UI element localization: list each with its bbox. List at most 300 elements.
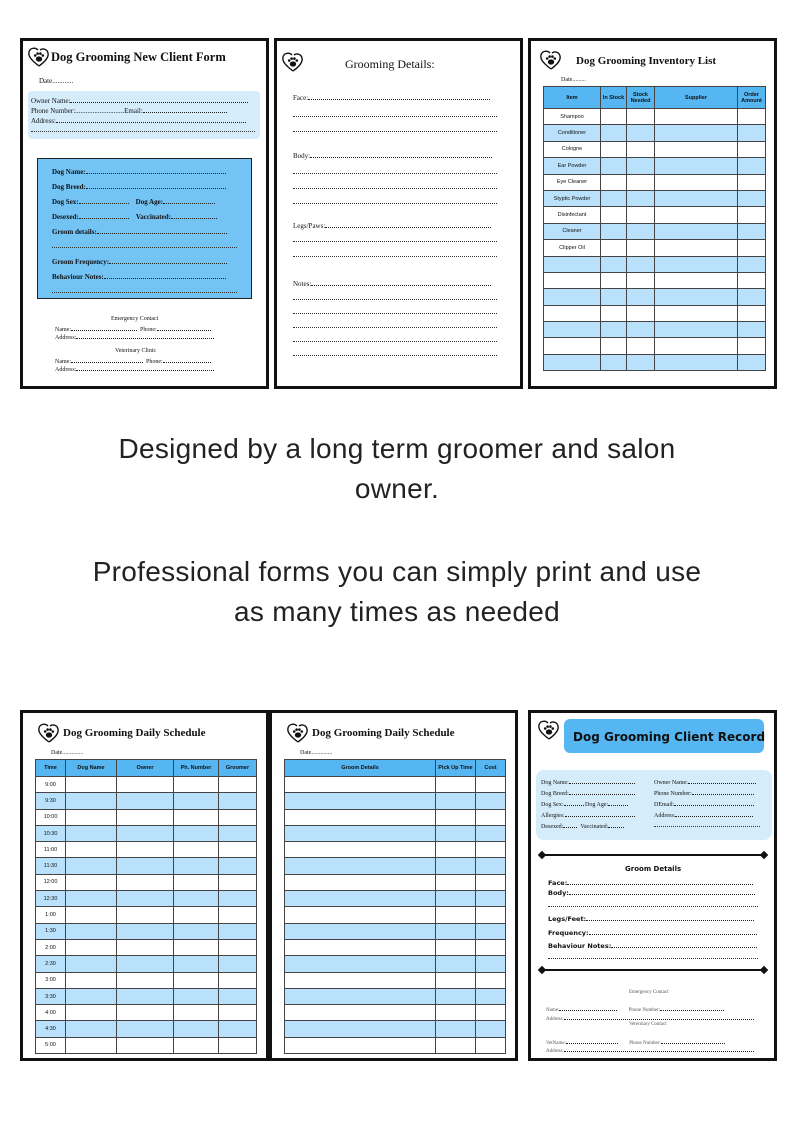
schedule2-cell[interactable] [285, 842, 436, 858]
schedule-cell[interactable] [219, 972, 257, 988]
inventory-date: Date......... [561, 77, 586, 83]
inventory-row [544, 322, 766, 338]
inventory-cell[interactable] [627, 256, 655, 272]
schedule-cell[interactable] [174, 825, 219, 841]
inventory-page [528, 38, 777, 389]
paw-heart-icon [537, 719, 561, 741]
schedule2-row [285, 809, 506, 825]
inventory-cell[interactable] [627, 141, 655, 157]
schedule-cell[interactable] [219, 1021, 257, 1037]
schedule-cell: 3:30 [36, 988, 66, 1004]
schedule2-cell[interactable] [285, 793, 436, 809]
schedule-cell: 1:00 [36, 907, 66, 923]
schedule-cell[interactable] [66, 956, 117, 972]
inventory-cell[interactable] [627, 240, 655, 256]
schedule-cell: 9:30 [36, 793, 66, 809]
schedule-cell[interactable] [219, 793, 257, 809]
schedule-header-1: Dog Name [66, 760, 117, 777]
inventory-cell[interactable] [738, 289, 766, 305]
inventory-cell[interactable] [601, 338, 627, 354]
schedule-row [36, 923, 257, 939]
schedule-cell: 9:00 [36, 777, 66, 793]
grooming-details-page: Grooming Details: Face: Body: Legs/Paws: Notes: [274, 38, 523, 389]
schedule-cell[interactable] [66, 825, 117, 841]
schedule2-cell[interactable] [476, 988, 506, 1004]
schedule-cell: 12:30 [36, 891, 66, 907]
schedule2-cell[interactable] [436, 809, 476, 825]
paw-heart-icon [281, 51, 305, 73]
inventory-cell[interactable] [601, 207, 627, 223]
schedule-cell[interactable] [117, 842, 174, 858]
schedule-cell[interactable] [117, 1021, 174, 1037]
inventory-cell[interactable] [627, 158, 655, 174]
inventory-cell[interactable] [655, 109, 738, 125]
inventory-cell[interactable] [738, 338, 766, 354]
inventory-header-3: Supplier [655, 87, 738, 109]
schedule2-cell[interactable] [285, 825, 436, 841]
schedule-cell[interactable] [66, 777, 117, 793]
record-vet-heading: Veterinary Contact [629, 1022, 667, 1027]
divider-arrow-top [541, 854, 765, 856]
schedule-cell[interactable] [66, 939, 117, 955]
schedule-cell[interactable] [219, 907, 257, 923]
schedule-cell: 11:00 [36, 842, 66, 858]
inventory-cell[interactable] [601, 125, 627, 141]
schedule-cell: 12:00 [36, 874, 66, 890]
inventory-header-4: Order Amount [738, 87, 766, 109]
schedule2-cell[interactable] [285, 1021, 436, 1037]
inventory-cell[interactable] [655, 256, 738, 272]
inventory-cell[interactable] [601, 256, 627, 272]
schedule2-cell[interactable] [476, 956, 506, 972]
schedule2-row [285, 793, 506, 809]
inventory-row [544, 354, 766, 370]
schedule-cell[interactable] [117, 972, 174, 988]
schedule-row [36, 956, 257, 972]
schedule2-cell[interactable] [285, 891, 436, 907]
schedule-cell[interactable] [174, 874, 219, 890]
inventory-cell[interactable] [627, 354, 655, 370]
divider-arrow-bottom [541, 969, 765, 971]
caption-line-3: Professional forms you can simply print and use [92, 556, 702, 587]
schedule-cell[interactable] [117, 907, 174, 923]
inventory-cell[interactable] [738, 207, 766, 223]
schedule-cell[interactable] [174, 1005, 219, 1021]
schedule-cell[interactable] [174, 907, 219, 923]
schedule2-row [285, 972, 506, 988]
schedule-row [36, 988, 257, 1004]
schedule2-cell[interactable] [436, 988, 476, 1004]
inventory-cell[interactable] [655, 174, 738, 190]
schedule-title: Dog Grooming Daily Schedule [63, 727, 206, 739]
schedule2-cell[interactable] [476, 842, 506, 858]
schedule2-cell[interactable] [285, 858, 436, 874]
caption-line-2: owner. [354, 473, 440, 504]
inventory-cell[interactable] [655, 207, 738, 223]
inventory-row [544, 158, 766, 174]
inventory-cell: Cleaner [544, 223, 601, 239]
inventory-cell: Clipper Oil [544, 240, 601, 256]
schedule-cell[interactable] [219, 809, 257, 825]
schedule2-cell[interactable] [436, 907, 476, 923]
schedule2-cell[interactable] [476, 858, 506, 874]
inventory-cell[interactable] [544, 289, 601, 305]
inventory-cell[interactable] [738, 223, 766, 239]
inventory-row [544, 272, 766, 288]
schedule2-row [285, 1005, 506, 1021]
inventory-row [544, 125, 766, 141]
inventory-cell[interactable] [738, 322, 766, 338]
inventory-row [544, 338, 766, 354]
client-record-page: Dog Grooming Client Record Dog Name: Dog Breed: Dog Sex: Dog Age: Allergies: Desexed: Vaccinated: Owner Name: Phone Number: DEmail: Address: Groom Details Face: Body: Legs/Feet: Frequency: Behaviour Notes: Emergency Contact Name: Phone Number: Address: Veterinary Contact VetName: Phone Number: Address: [528, 710, 777, 1061]
vet-clinic-heading: Veterinary Clinic [115, 348, 157, 354]
schedule-cell[interactable] [66, 1005, 117, 1021]
inventory-cell[interactable] [738, 158, 766, 174]
schedule-cell[interactable] [174, 1037, 219, 1053]
schedule-cell[interactable] [117, 988, 174, 1004]
schedule2-row [285, 842, 506, 858]
inventory-cell[interactable] [655, 141, 738, 157]
schedule2-cell[interactable] [436, 956, 476, 972]
schedule2-cell[interactable] [476, 891, 506, 907]
schedule2-header-1: Pick Up Time [436, 760, 476, 777]
schedule2-cell[interactable] [436, 874, 476, 890]
schedule2-cell[interactable] [436, 923, 476, 939]
schedule-cell[interactable] [66, 972, 117, 988]
inventory-cell[interactable] [601, 109, 627, 125]
schedule-row [36, 825, 257, 841]
inventory-cell[interactable] [601, 141, 627, 157]
inventory-cell: Shampoo [544, 109, 601, 125]
inventory-cell[interactable] [601, 174, 627, 190]
schedule-cell[interactable] [219, 939, 257, 955]
inventory-cell[interactable] [601, 240, 627, 256]
schedule-cell[interactable] [66, 858, 117, 874]
schedule-cell[interactable] [117, 858, 174, 874]
inventory-cell[interactable] [627, 289, 655, 305]
schedule2-cell[interactable] [436, 825, 476, 841]
schedule-header-4: Groomer [219, 760, 257, 777]
schedule-cell[interactable] [174, 939, 219, 955]
schedule-cell[interactable] [117, 1005, 174, 1021]
schedule2-cell[interactable] [476, 825, 506, 841]
schedule2-cell[interactable] [436, 842, 476, 858]
schedule-cell[interactable] [174, 793, 219, 809]
schedule-row [36, 842, 257, 858]
schedule-row [36, 793, 257, 809]
schedule2-cell[interactable] [285, 956, 436, 972]
schedule-cell[interactable] [174, 777, 219, 793]
schedule-cell[interactable] [219, 891, 257, 907]
schedule-row [36, 1005, 257, 1021]
inventory-cell[interactable] [655, 240, 738, 256]
schedule-cell[interactable] [66, 793, 117, 809]
inventory-title: Dog Grooming Inventory List [576, 55, 717, 67]
schedule-cell[interactable] [117, 874, 174, 890]
schedule2-row [285, 923, 506, 939]
schedule-cell[interactable] [219, 777, 257, 793]
schedule-cell[interactable] [219, 988, 257, 1004]
schedule2-row [285, 874, 506, 890]
schedule-cell[interactable] [219, 842, 257, 858]
inventory-cell[interactable] [655, 289, 738, 305]
schedule2-cell[interactable] [285, 874, 436, 890]
inventory-cell[interactable] [627, 125, 655, 141]
owner-section: Owner Name: Phone Number:............................Email: Address: [28, 91, 260, 139]
schedule-cell: 11:30 [36, 858, 66, 874]
schedule-cell[interactable] [66, 1037, 117, 1053]
client-form-title: Dog Grooming New Client Form [51, 50, 226, 64]
inventory-cell[interactable] [544, 305, 601, 321]
inventory-cell[interactable] [601, 272, 627, 288]
schedule2-cell[interactable] [476, 907, 506, 923]
schedule-date-2: Date.............. [300, 750, 333, 756]
inventory-header-2: Stock Needed [627, 87, 655, 109]
schedule-row [36, 874, 257, 890]
schedule2-cell[interactable] [285, 939, 436, 955]
schedule-cell[interactable] [66, 874, 117, 890]
schedule-cell[interactable] [66, 842, 117, 858]
record-info-section: Dog Name: Dog Breed: Dog Sex: Dog Age: Allergies: Desexed: Vaccinated: Owner Name: Phone Number: DEmail: Address: [536, 770, 772, 840]
schedule2-cell[interactable] [436, 939, 476, 955]
schedule-cell: 4:00 [36, 1005, 66, 1021]
schedule-row [36, 777, 257, 793]
schedule-cell[interactable] [174, 923, 219, 939]
record-emergency-heading: Emergency Contact [629, 990, 669, 995]
schedule-cell[interactable] [66, 988, 117, 1004]
schedule-cell[interactable] [219, 923, 257, 939]
schedule-cell[interactable] [219, 1005, 257, 1021]
schedule-cell[interactable] [174, 988, 219, 1004]
schedule2-cell[interactable] [476, 777, 506, 793]
schedule-cell[interactable] [219, 956, 257, 972]
inventory-cell[interactable] [544, 272, 601, 288]
inventory-cell: Conditioner [544, 125, 601, 141]
schedule-cell[interactable] [117, 891, 174, 907]
schedule-cell[interactable] [219, 874, 257, 890]
schedule-cell: 3:00 [36, 972, 66, 988]
schedule-cell: 2:00 [36, 939, 66, 955]
schedule-cell[interactable] [219, 825, 257, 841]
schedule-cell[interactable] [174, 809, 219, 825]
inventory-row [544, 223, 766, 239]
schedule-header-0: Time [36, 760, 66, 777]
schedule2-row [285, 1037, 506, 1053]
schedule-cell[interactable] [117, 825, 174, 841]
schedule-row [36, 1021, 257, 1037]
inventory-cell[interactable] [601, 305, 627, 321]
schedule-cell: 10:30 [36, 825, 66, 841]
schedule-cell[interactable] [219, 1037, 257, 1053]
schedule-cell[interactable] [117, 809, 174, 825]
schedule-cell: 10:00 [36, 809, 66, 825]
schedule-row [36, 939, 257, 955]
inventory-cell[interactable] [655, 223, 738, 239]
schedule-cell[interactable] [117, 793, 174, 809]
inventory-cell[interactable] [738, 190, 766, 206]
schedule-cell[interactable] [66, 923, 117, 939]
schedule-cell[interactable] [117, 939, 174, 955]
inventory-cell[interactable] [627, 305, 655, 321]
schedule2-cell[interactable] [285, 1037, 436, 1053]
inventory-cell[interactable] [738, 174, 766, 190]
schedule-cell[interactable] [219, 858, 257, 874]
schedule2-header-2: Cost [476, 760, 506, 777]
inventory-cell[interactable] [601, 354, 627, 370]
paw-heart-icon [37, 722, 61, 744]
schedule2-cell[interactable] [285, 777, 436, 793]
schedule-cell[interactable] [174, 1021, 219, 1037]
inventory-row [544, 109, 766, 125]
schedule2-cell[interactable] [476, 923, 506, 939]
schedule2-cell[interactable] [436, 858, 476, 874]
schedule-cell[interactable] [174, 891, 219, 907]
schedule-header-2: Owner [117, 760, 174, 777]
schedule-cell[interactable] [174, 858, 219, 874]
inventory-cell[interactable] [627, 272, 655, 288]
inventory-cell[interactable] [627, 223, 655, 239]
schedule-cell: 1:30 [36, 923, 66, 939]
inventory-cell[interactable] [738, 256, 766, 272]
date-field: Date............ [39, 77, 74, 85]
schedule-cell[interactable] [117, 777, 174, 793]
schedule2-row [285, 858, 506, 874]
schedule-row [36, 972, 257, 988]
inventory-cell[interactable] [655, 305, 738, 321]
schedule2-row [285, 939, 506, 955]
inventory-row [544, 240, 766, 256]
schedule2-cell[interactable] [476, 874, 506, 890]
schedule-cell[interactable] [117, 1037, 174, 1053]
schedule2-cell[interactable] [285, 809, 436, 825]
paw-heart-icon [539, 49, 563, 71]
inventory-cell[interactable] [738, 354, 766, 370]
schedule-date: Date.............. [51, 750, 84, 756]
schedule-cell: 4:30 [36, 1021, 66, 1037]
schedule2-cell[interactable] [436, 777, 476, 793]
inventory-cell: Styptic Powder [544, 190, 601, 206]
schedule2-cell[interactable] [436, 1005, 476, 1021]
inventory-cell[interactable] [601, 289, 627, 305]
schedule-row [36, 907, 257, 923]
schedule-row [36, 891, 257, 907]
inventory-cell[interactable] [655, 125, 738, 141]
inventory-cell[interactable] [627, 338, 655, 354]
schedule-cell[interactable] [174, 972, 219, 988]
inventory-cell[interactable] [544, 322, 601, 338]
inventory-row [544, 207, 766, 223]
inventory-cell[interactable] [655, 272, 738, 288]
inventory-cell[interactable] [627, 174, 655, 190]
schedule-cell[interactable] [66, 1021, 117, 1037]
inventory-cell[interactable] [655, 322, 738, 338]
inventory-cell[interactable] [738, 125, 766, 141]
schedule2-cell[interactable] [285, 1005, 436, 1021]
schedule-cell[interactable] [174, 842, 219, 858]
inventory-cell[interactable] [627, 109, 655, 125]
schedule2-row [285, 907, 506, 923]
schedule2-cell[interactable] [285, 923, 436, 939]
schedule-cell[interactable] [66, 907, 117, 923]
inventory-cell[interactable] [601, 190, 627, 206]
schedule2-cell[interactable] [476, 1005, 506, 1021]
caption-line-4: as many times as needed [234, 596, 560, 627]
inventory-cell[interactable] [601, 158, 627, 174]
schedule2-cell[interactable] [476, 809, 506, 825]
inventory-cell[interactable] [627, 190, 655, 206]
schedule2-cell[interactable] [476, 793, 506, 809]
schedule-cell[interactable] [174, 956, 219, 972]
inventory-cell[interactable] [627, 207, 655, 223]
schedule2-cell[interactable] [476, 1037, 506, 1053]
inventory-cell: Eye Cleaner [544, 174, 601, 190]
schedule2-cell[interactable] [436, 972, 476, 988]
inventory-cell[interactable] [655, 190, 738, 206]
schedule-row [36, 809, 257, 825]
schedule-title-2: Dog Grooming Daily Schedule [312, 727, 455, 739]
schedule2-header-0: Groom Details [285, 760, 436, 777]
client-form-page: Dog Grooming New Client Form Date............ Owner Name: Phone Number:............................Email: Address: Dog Name: Dog Breed: Dog Sex: Dog Age: Desexed: Vaccinated: Groom details: Groom Frequency: Behaviour Notes: Emergency Contact Name: Phone: Address: Veterinary Clinic Name: Phone: Address: [20, 38, 269, 389]
schedule2-cell[interactable] [436, 1037, 476, 1053]
schedule-header-3: Ph. Number [174, 760, 219, 777]
schedule2-cell[interactable] [285, 972, 436, 988]
schedule-cell[interactable] [117, 923, 174, 939]
schedule2-row [285, 825, 506, 841]
inventory-cell[interactable] [738, 141, 766, 157]
inventory-cell[interactable] [738, 272, 766, 288]
inventory-cell[interactable] [655, 338, 738, 354]
inventory-cell[interactable] [655, 158, 738, 174]
schedule-row [36, 858, 257, 874]
inventory-cell[interactable] [655, 354, 738, 370]
inventory-table [543, 86, 766, 371]
schedule-table [35, 759, 257, 1054]
paw-heart-icon [27, 46, 51, 68]
inventory-cell[interactable] [601, 322, 627, 338]
schedule2-cell[interactable] [476, 1021, 506, 1037]
inventory-cell[interactable] [544, 256, 601, 272]
paw-heart-icon [286, 722, 310, 744]
schedule2-cell[interactable] [436, 793, 476, 809]
inventory-header-0: Item [544, 87, 601, 109]
schedule2-row [285, 891, 506, 907]
inventory-cell: Cologne [544, 141, 601, 157]
caption-line-1: Designed by a long term groomer and salon [118, 433, 676, 464]
inventory-cell[interactable] [627, 322, 655, 338]
schedule2-row [285, 777, 506, 793]
schedule-cell[interactable] [117, 956, 174, 972]
schedule2-cell[interactable] [476, 972, 506, 988]
schedule2-cell[interactable] [436, 1021, 476, 1037]
schedule-cell: 5:00 [36, 1037, 66, 1053]
schedule2-cell[interactable] [285, 988, 436, 1004]
inventory-row [544, 305, 766, 321]
schedule2-cell[interactable] [285, 907, 436, 923]
inventory-cell[interactable] [738, 109, 766, 125]
inventory-cell[interactable] [544, 354, 601, 370]
groom-details-heading: Groom Details [625, 865, 682, 873]
schedule-cell[interactable] [66, 891, 117, 907]
inventory-cell[interactable] [738, 305, 766, 321]
inventory-cell[interactable] [738, 240, 766, 256]
inventory-cell[interactable] [544, 338, 601, 354]
inventory-row [544, 141, 766, 157]
inventory-cell[interactable] [601, 223, 627, 239]
schedule2-cell[interactable] [476, 939, 506, 955]
grooming-details-title: Grooming Details: [345, 57, 435, 71]
schedule-cell[interactable] [66, 809, 117, 825]
schedule2-cell[interactable] [436, 891, 476, 907]
